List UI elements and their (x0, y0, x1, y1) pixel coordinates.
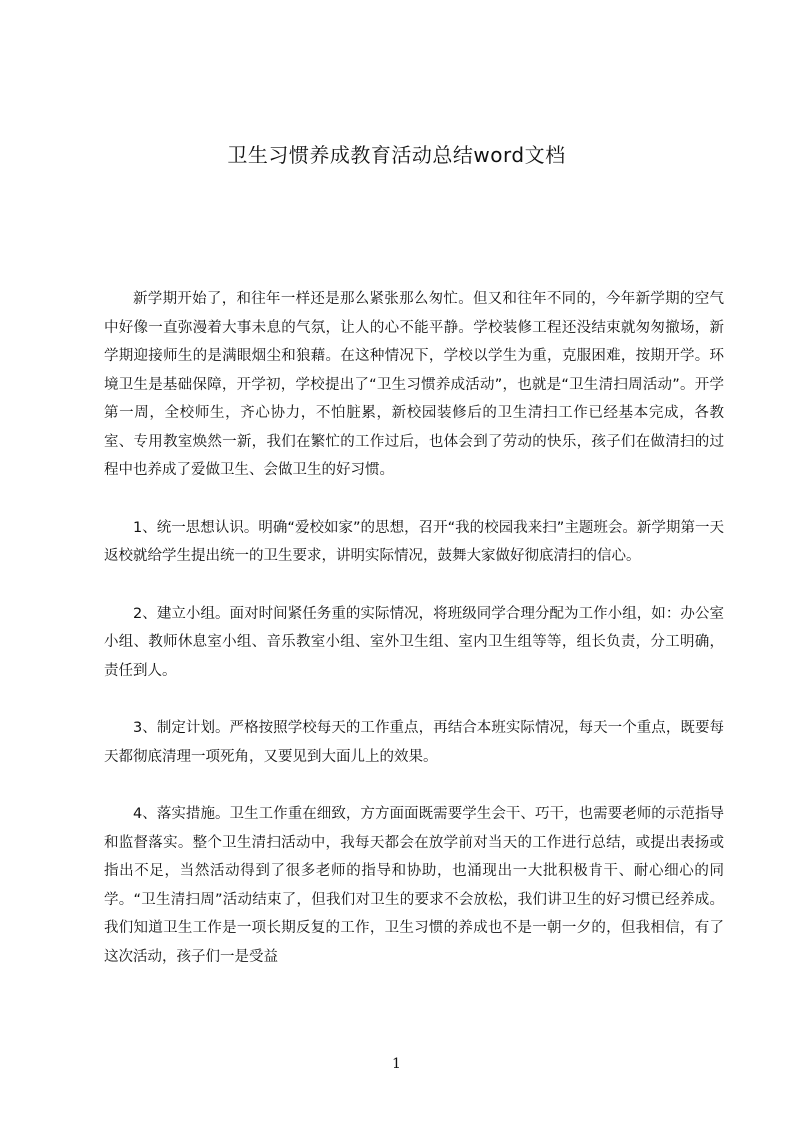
page-number: 1 (392, 1056, 401, 1072)
paragraph-item-2: 2、建立小组。面对时间紧任务重的实际情况，将班级同学合理分配为工作小组，如：办公室小组、教师休息室小组、音乐教室小组、室外卫生组、室内卫生组等等，组长负责，分工明确，责任到人。 (104, 605, 724, 679)
paragraph-item-3: 3、制定计划。严格按照学校每天的工作重点，再结合本班实际情况，每天一个重点，既要每天都彻底清理一项死角，又要见到大面儿上的效果。 (104, 720, 724, 765)
document-title: 卫生习惯养成教育活动总结word文档 (227, 143, 566, 167)
paragraph-item-1: 1、统一思想认识。明确“爱校如家”的思想，召开“我的校园我来扫”主题班会。新学期第一天返校就给学生提出统一的卫生要求，讲明实际情况，鼓舞大家做好彻底清扫的信心。 (104, 519, 724, 564)
document-body (104, 285, 724, 1000)
paragraph-intro: 新学期开始了，和往年一样还是那么紧张那么匆忙。但又和往年不同的，今年新学期的空气中好像一直弥漫着大事未息的气氛，让人的心不能平静。学校装修工程还没结束就匆匆撤场，新学期迎接师生的是满眼烟尘和狼藉。在这种情况下，学校以学生为重，克服困难，按期开学。环境卫生是基础保障，开学初，学校提出了“卫生习惯养成活动”，也就是“卫生清扫周活动”。开学第一周，全校师生，齐心协力，不怕脏累，新校园装修后的卫生清扫工作已经基本完成，各教室、专用教室焕然一新，我们在繁忙的工作过后，也体会到了劳动的快乐，孩子们在做清扫的过程中也养成了爱做卫生、会做卫生的好习惯。 (104, 291, 724, 478)
paragraph-item-4: 4、落实措施。卫生工作重在细致，方方面面既需要学生会干、巧干，也需要老师的示范指导和监督落实。整个卫生清扫活动中，我每天都会在放学前对当天的工作进行总结，或提出表扬或指出不足，当然活动得到了很多老师的指导和协助，也涌现出一大批积极肯干、耐心细心的同学。“卫生清扫周”活动结束了，但我们对卫生的要求不会放松，我们讲卫生的好习惯已经养成。我们知道卫生工作是一项长期反复的工作，卫生习惯的养成也不是一朝一夕的，但我相信，有了这次活动，孩子们一是受益 (104, 806, 724, 965)
